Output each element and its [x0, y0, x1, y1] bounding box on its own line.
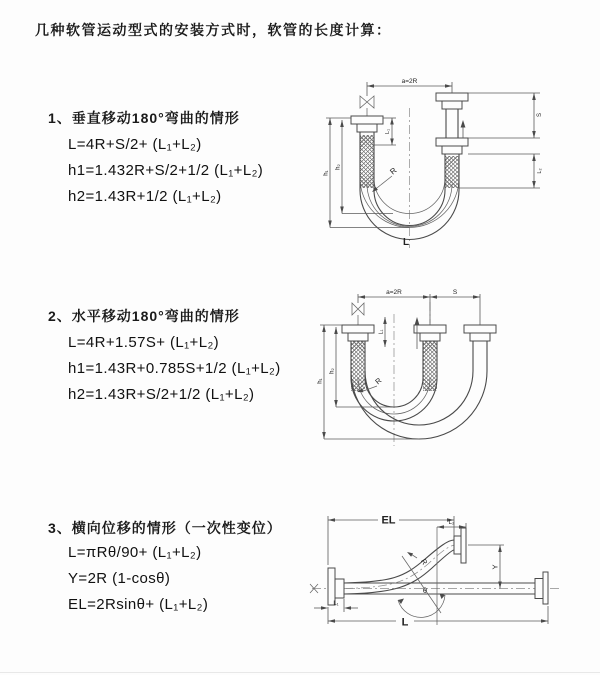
dim-label-l1: L₁ [378, 329, 385, 335]
radius-leader [372, 166, 399, 192]
dim-label-r: R [373, 375, 384, 387]
dim-label-r: R [388, 165, 399, 177]
formula-line: h1=1.432R+S/2+1/2 (L₁+L₂) [68, 162, 264, 179]
radius-leader [357, 376, 384, 393]
section-3-heading: 3、横向位移的情形（一次性变位） [48, 520, 282, 536]
formula-line: L=4R+1.57S+ (L₁+L₂) [68, 334, 220, 351]
page-title: 几种软管运动型式的安装方式时，软管的长度计算： [35, 22, 392, 38]
dim-label-h2: h₂ [329, 368, 336, 374]
dim-label-a2r: a=2R [401, 78, 418, 85]
dim-label-l2: L₂ [537, 168, 543, 174]
section-2-heading: 2、水平移动180°弯曲的情形 [48, 308, 240, 324]
dimension-y [468, 545, 504, 589]
movement-arrow-up [461, 120, 466, 138]
section-1-heading: 1、垂直移动180°弯曲的情形 [48, 110, 240, 126]
dimension-s-l2 [459, 93, 543, 188]
formula-line: Y=2R (1-cosθ) [68, 570, 171, 587]
valve-icon [352, 303, 364, 325]
dim-label-el: EL [381, 514, 396, 527]
dim-label-h1: h₁ [317, 378, 324, 384]
hose-displaced-s-curve [344, 540, 456, 594]
dimension-a2r-s [358, 289, 480, 325]
dim-label-s: S [452, 289, 458, 296]
formula-line: h2=1.43R+1/2 (L₁+L₂) [68, 188, 222, 205]
dimension-h1-h2 [318, 325, 420, 439]
dimension-l2 [437, 520, 466, 529]
dimension-l1 [379, 317, 387, 347]
dim-label-l1: L₁ [385, 129, 391, 134]
dim-label-l-length: L [402, 237, 410, 248]
dim-label-y: Y [490, 564, 500, 570]
dimension-el [328, 515, 454, 566]
dim-label-l1: L₁ [333, 601, 339, 607]
valve-icon [360, 96, 374, 116]
page-edge-shadow [0, 672, 600, 673]
formula-line: EL=2Rsinθ+ (L₁+L₂) [68, 596, 209, 613]
formula-line: L=4R+S/2+ (L₁+L₂) [68, 136, 202, 153]
dim-label-l-length: L [401, 616, 409, 629]
diagram-lateral-displacement [300, 503, 580, 648]
formula-line: h1=1.43R+0.785S+1/2 (L₁+L₂) [68, 360, 281, 377]
dimension-l [328, 606, 548, 629]
dimension-l1 [314, 599, 358, 612]
dim-label-h1: h₁ [323, 170, 330, 176]
hose-u-bend-two-positions [351, 341, 487, 439]
formula-line: L=πRθ/90+ (L₁+L₂) [68, 544, 202, 561]
diagram-horizontal-180-bend [308, 286, 568, 456]
dim-label-theta: θ [422, 586, 428, 595]
dim-label-l2: L₂ [448, 520, 455, 526]
dim-label-s: S [537, 112, 543, 118]
formula-line: h2=1.43R+S/2+1/2 (L₁+L₂) [68, 386, 255, 403]
dim-label-r: R [418, 557, 430, 567]
dim-label-a2r: a=2R [386, 289, 402, 296]
hose-end-fittings [342, 325, 496, 341]
diagram-vertical-180-bend [308, 70, 548, 255]
dim-label-h2: h₂ [335, 164, 342, 170]
